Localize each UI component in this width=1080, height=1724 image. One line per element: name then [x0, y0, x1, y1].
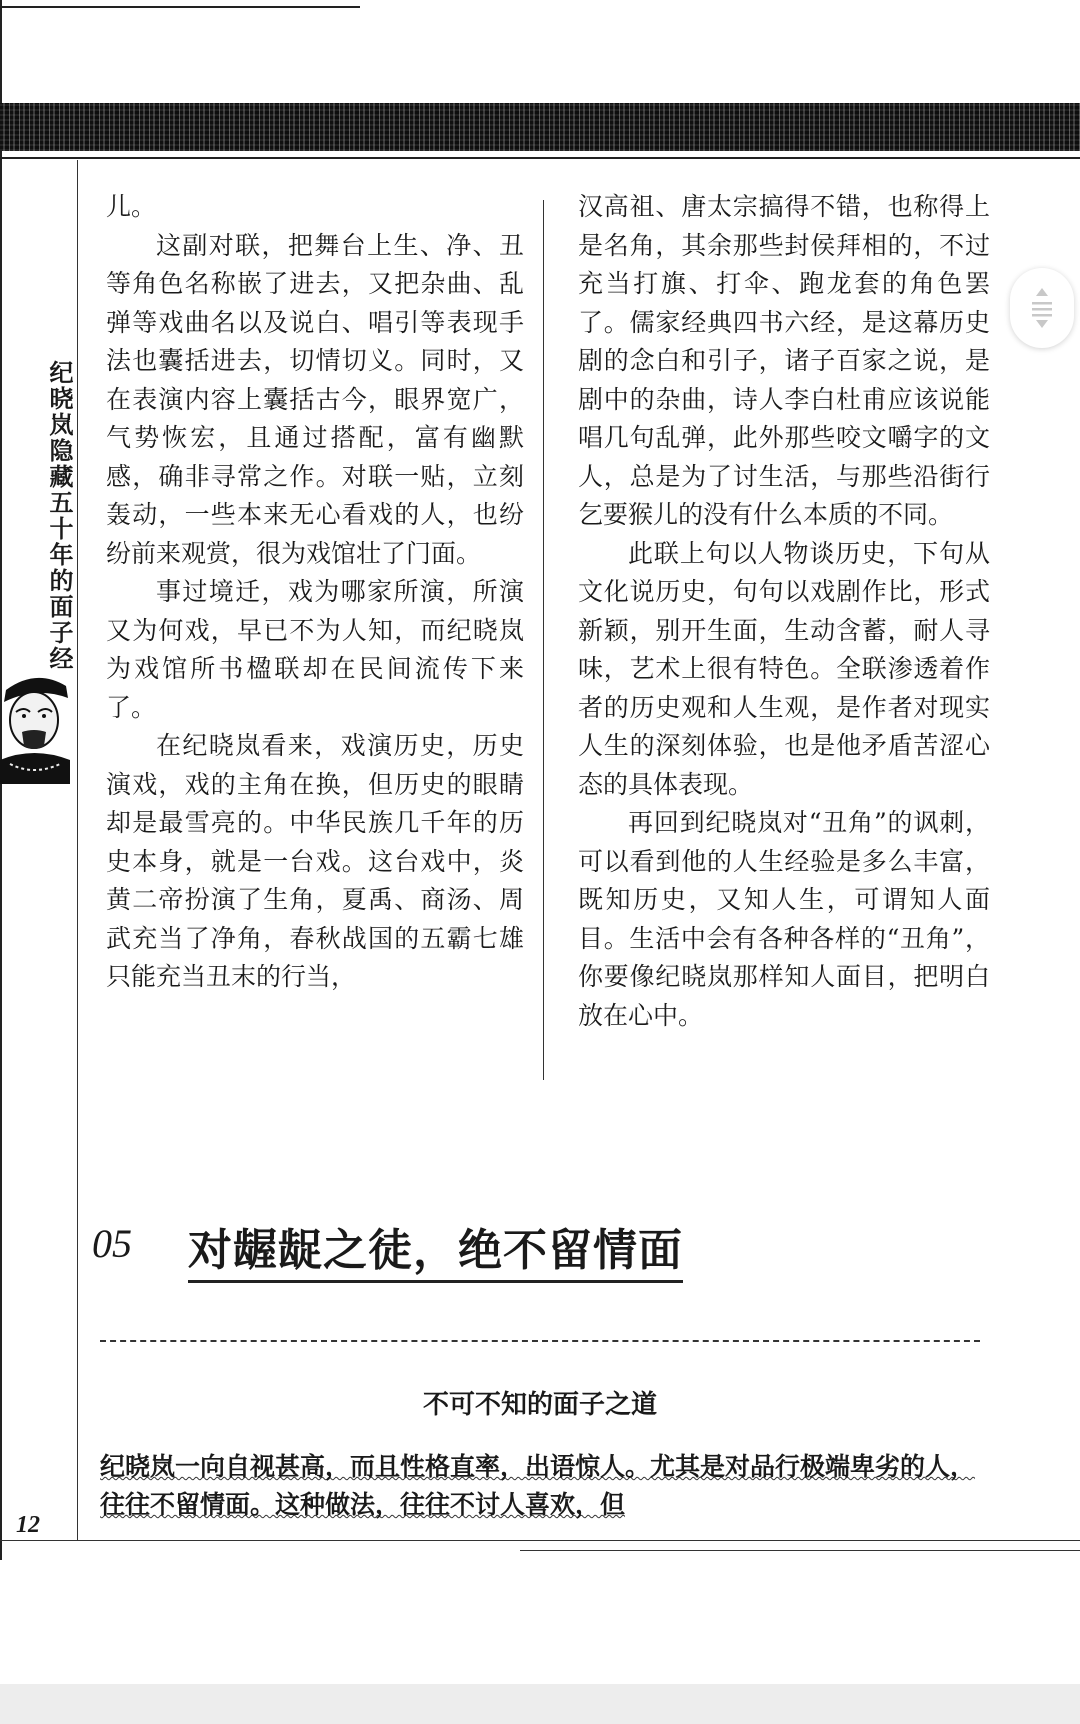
spine-line: [77, 160, 78, 1540]
left-paragraph: 这副对联，把舞台上生、净、丑等角色名称嵌了进去，又把杂曲、乱弹等戏曲名以及说白、唱引等表现手法也囊括进去，切情切义。同时，又在表演内容上囊括古今，眼界宽广，气势恢宏，且通过搭配，富有幽默感，确非寻常之作。对联一贴，立刻轰动，一些本来无心看戏的人，也纷纷前来观赏，很为戏馆壮了门面。: [106, 230, 524, 568]
header-line: [0, 157, 1080, 159]
page-number: 12: [16, 1512, 40, 1538]
lead-paragraph: [100, 1448, 976, 1524]
scroll-handle-icon: [1026, 286, 1058, 330]
left-paragraph: 儿。: [106, 192, 157, 221]
portrait-icon: [0, 672, 72, 788]
right-paragraph: 再回到纪晓岚对“丑角”的讽刺，可以看到他的人生经验是多么丰富，既知历史，又知人生，可谓知人面目。生活中会有各种各样的“丑角”，你要像纪晓岚那样知人面目，把明白放在心中。: [578, 808, 990, 1030]
section-title: 对龌龊之徒，绝不留情面: [188, 1214, 683, 1283]
bottom-rule: [0, 1540, 1080, 1541]
bottom-rule-secondary: [520, 1550, 1080, 1551]
scroll-handle[interactable]: [1010, 268, 1074, 348]
dashed-rule: [100, 1340, 980, 1342]
right-paragraph: 汉高祖、唐太宗搞得不错，也称得上是名角，其余那些封侯拜相的，不过充当打旗、打伞、跑龙套的角色罢了。儒家经典四书六经，是这幕历史剧的念白和引子，诸子百家之说，是剧中的杂曲，诗人李白杜甫应该说能唱几句乱弹，此外那些咬文嚼字的文人，总是为了讨生活，与那些沿街行乞要猴儿的没有什么本质的不同。: [578, 192, 990, 529]
header-band: [0, 103, 1080, 151]
column-divider: [543, 200, 544, 1080]
left-text-column: [106, 188, 524, 997]
viewer-footer: [0, 1684, 1080, 1724]
subheading: 不可不知的面子之道: [422, 1390, 657, 1420]
side-title: 纪晓岚隐藏五十年的面子经: [45, 360, 74, 672]
top-rule: [0, 6, 360, 8]
left-paragraph: 事过境迁，戏为哪家所演，所演又为何戏，早已不为人知，而纪晓岚为戏馆所书楹联却在民间流传下来了。: [106, 577, 524, 722]
right-text-column: [578, 188, 990, 1035]
right-paragraph: 此联上句以人物谈历史，下句从文化说历史，句句以戏剧作比，形式新颖，别开生面，生动含蓄，耐人寻味，艺术上很有特色。全联渗透着作者的历史观和人生观，是作者对现实人生的深刻体验，也是他矛盾苦涩心态的具体表现。: [578, 538, 990, 799]
section-number: 05: [92, 1221, 132, 1266]
lead-paragraph-text: 纪晓岚一向自视甚高，而且性格直率，出语惊人。尤其是对品行极端卑劣的人，往往不留情面。这种做法，往往不讨人喜欢，但: [100, 1452, 976, 1519]
left-paragraph: 在纪晓岚看来，戏演历史，历史演戏，戏的主角在换，但历史的眼睛却是最雪亮的。中华民族几千年的历史本身，就是一台戏。这台戏中，炎黄二帝扮演了生角，夏禹、商汤、周武充当了净角，春秋战国的五霸七雄只能充当丑末的行当，: [106, 731, 524, 991]
